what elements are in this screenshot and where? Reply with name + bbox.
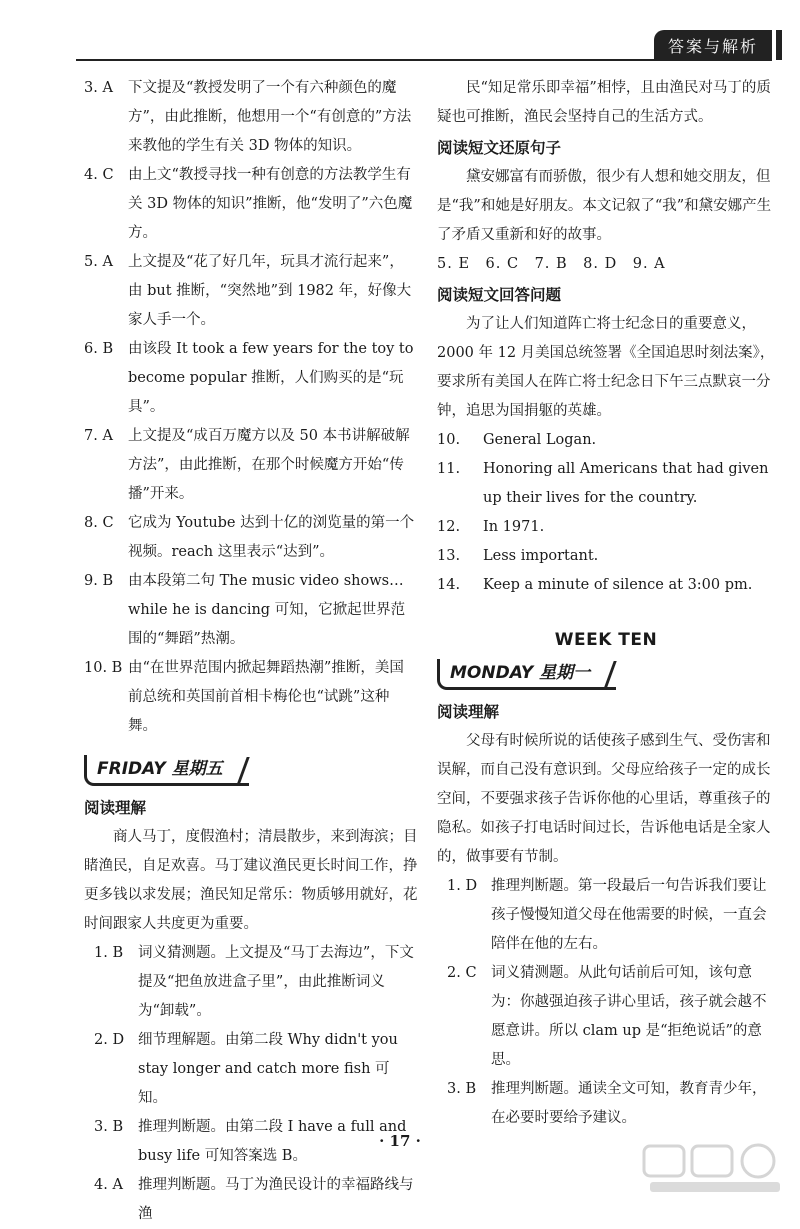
answer-item — [447, 1075, 775, 1133]
friday-banner — [84, 755, 249, 786]
monday-banner-label: MONDAY 星期一 — [450, 663, 591, 683]
section-title-qa: 阅读短文回答问题 — [437, 286, 562, 304]
answer-number: 4. C — [84, 167, 114, 183]
answer-item — [84, 248, 418, 335]
answer-text: 由上文“教授寻找一种有创意的方法教学生有关 3D 物体的知识”推断，他“发明了”六色魔方。 — [128, 167, 413, 241]
answer-number: 11. — [437, 461, 461, 477]
answer-text: 词义猜测题。上文提及“马丁去海边”，下文提及“把鱼放进盒子里”，由此推断词义为“卸载”。 — [138, 945, 414, 1019]
answer-number: 2. C — [447, 965, 477, 981]
continuation-text: 民“知足常乐即幸福”相悖，且由渔民对马丁的质疑也可推断，渔民会坚持自己的生活方式。 — [437, 80, 771, 125]
answer-number: 1. D — [447, 878, 478, 894]
answer-number: 13. — [437, 548, 461, 564]
section-title-restore: 阅读短文还原句子 — [437, 139, 562, 157]
friday-banner-label: FRIDAY 星期五 — [97, 759, 223, 779]
answer-item — [437, 513, 775, 542]
answer-number: 3. A — [84, 80, 113, 96]
answer-text: 推理判断题。马丁为渔民设计的幸福路线与渔 — [138, 1177, 414, 1222]
answer-item — [437, 426, 775, 455]
answer-number: 6. B — [84, 341, 114, 357]
answer-number: 3. B — [94, 1119, 124, 1135]
answer-text: 词义猜测题。从此句话前后可知，该句意为：你越强迫孩子讲心里话，孩子就会越不愿意讲。所以 clam up 是“拒绝说话”的意思。 — [491, 965, 767, 1068]
answer-text: 推理判断题。通读全文可知，教育青少年，在必要时要给予建议。 — [491, 1081, 767, 1126]
watermark-logo — [640, 1140, 790, 1196]
answer-text: 细节理解题。由第二段 Why didn't you stay longer and catch more fish 可知。 — [138, 1032, 398, 1106]
monday-answer-list — [447, 872, 775, 1133]
answer-item — [437, 542, 775, 571]
answer-item — [84, 422, 418, 509]
answer-item — [84, 509, 418, 567]
answer-item — [84, 335, 418, 422]
right-column — [437, 74, 775, 1133]
section-title-reading-monday: 阅读理解 — [437, 703, 500, 721]
answer-number: 9. B — [84, 573, 114, 589]
answer-text: 由“在世界范围内掀起舞蹈热潮”推断，美国前总统和英国前首相卡梅伦也“试跳”这种舞。 — [128, 660, 404, 734]
answer-item — [94, 1171, 418, 1229]
monday-banner — [437, 659, 616, 690]
answer-item — [447, 959, 775, 1075]
answer-text: In 1971. — [483, 519, 545, 535]
answer-text: Honoring all Americans that had given up their lives for the country. — [483, 461, 769, 506]
answer-text: 上文提及“成百万魔方以及 50 本书讲解破解方法”，由此推断，在那个时候魔方开始“传播”开来。 — [128, 428, 410, 502]
answer-number: 10. — [437, 432, 461, 448]
answer-number: 4. A — [94, 1177, 123, 1193]
qa-summary: 为了让人们知道阵亡将士纪念日的重要意义，2000 年 12 月美国总统签署《全国追思时刻法案》，要求所有美国人在阵亡将士纪念日下午三点默哀一分钟，追思为国捐躯的英雄。 — [437, 316, 775, 419]
answer-text: 下文提及“教授发明了一个有六种颜色的魔方”，由此推断，他想用一个“有创意的”方法来教他的学生有关 3D 物体的知识。 — [128, 80, 412, 154]
answer-text: 由本段第二句 The music video shows…while he is dancing 可知，它掀起世界范围的“舞蹈”热潮。 — [128, 573, 406, 647]
answer-text: 推理判断题。由第二段 I have a full and busy life 可知答案选 B。 — [138, 1119, 407, 1164]
answer-text: 由该段 It took a few years for the toy to become popular 推断，人们购买的是“玩具”。 — [128, 341, 414, 415]
answer-text: General Logan. — [483, 432, 597, 448]
header-rule — [76, 59, 772, 61]
answer-number: 8. C — [84, 515, 114, 531]
answer-item — [84, 567, 418, 654]
week-title: WEEK TEN — [554, 630, 658, 650]
answer-item — [84, 74, 418, 161]
answer-item — [437, 455, 775, 513]
section-title-reading: 阅读理解 — [84, 799, 147, 817]
answer-number: 1. B — [94, 945, 124, 961]
answer-number: 10. B — [84, 660, 123, 676]
answer-item — [437, 571, 775, 600]
friday-answer-list — [94, 939, 418, 1229]
answer-item — [447, 872, 775, 959]
header-tab: 答案与解析 — [654, 30, 772, 60]
banner-slash — [237, 757, 249, 783]
restore-summary: 黛安娜富有而骄傲，很少有人想和她交朋友，但是“我”和她是好朋友。本文记叙了“我”和黛安娜产生了矛盾又重新和好的故事。 — [437, 169, 772, 243]
answer-number: 7. A — [84, 428, 113, 444]
left-column — [84, 74, 418, 1229]
answer-number: 3. B — [447, 1081, 477, 1097]
answer-text: Less important. — [483, 548, 599, 564]
answer-text: 推理判断题。第一段最后一句告诉我们要让孩子慢慢知道父母在他需要的时候，一直会陪伴在他的左右。 — [491, 878, 767, 952]
banner-slash — [604, 661, 616, 687]
answer-number: 2. D — [94, 1032, 125, 1048]
answer-item — [94, 939, 418, 1026]
answer-item — [84, 654, 418, 741]
answer-text: 它成为 Youtube 达到十亿的浏览量的第一个视频。reach 这里表示“达到”。 — [128, 515, 415, 560]
answer-text: 上文提及“花了好几年，玩具才流行起来”，由 but 推断，“突然地”到 1982 年，好像大家人手一个。 — [128, 254, 412, 328]
monday-summary: 父母有时候所说的话使孩子感到生气、受伤害和误解，而自己没有意识到。父母应给孩子一定的成长空间，不要强求孩子告诉你他的心里话，尊重孩子的隐私。如孩子打电话时间过长，告诉他电话是全家人的，做事要有节制。 — [437, 733, 771, 865]
answer-item — [84, 161, 418, 248]
answer-item — [94, 1026, 418, 1113]
friday-summary: 商人马丁，度假渔村；清晨散步，来到海滨；目睹渔民，自足欢喜。马丁建议渔民更长时间工作，挣更多钱以求发展；渔民知足常乐：物质够用就好，花时间跟家人共度更为重要。 — [84, 829, 418, 932]
restore-answers: 5. E 6. C 7. B 8. D 9. A — [437, 256, 666, 272]
answer-text: Keep a minute of silence at 3:00 pm. — [483, 577, 753, 593]
qa-answer-list — [437, 426, 775, 600]
answer-number: 12. — [437, 519, 461, 535]
left-answer-list — [84, 74, 418, 741]
answer-number: 14. — [437, 577, 461, 593]
answer-number: 5. A — [84, 254, 113, 270]
page-number: · 17 · — [379, 1132, 421, 1150]
